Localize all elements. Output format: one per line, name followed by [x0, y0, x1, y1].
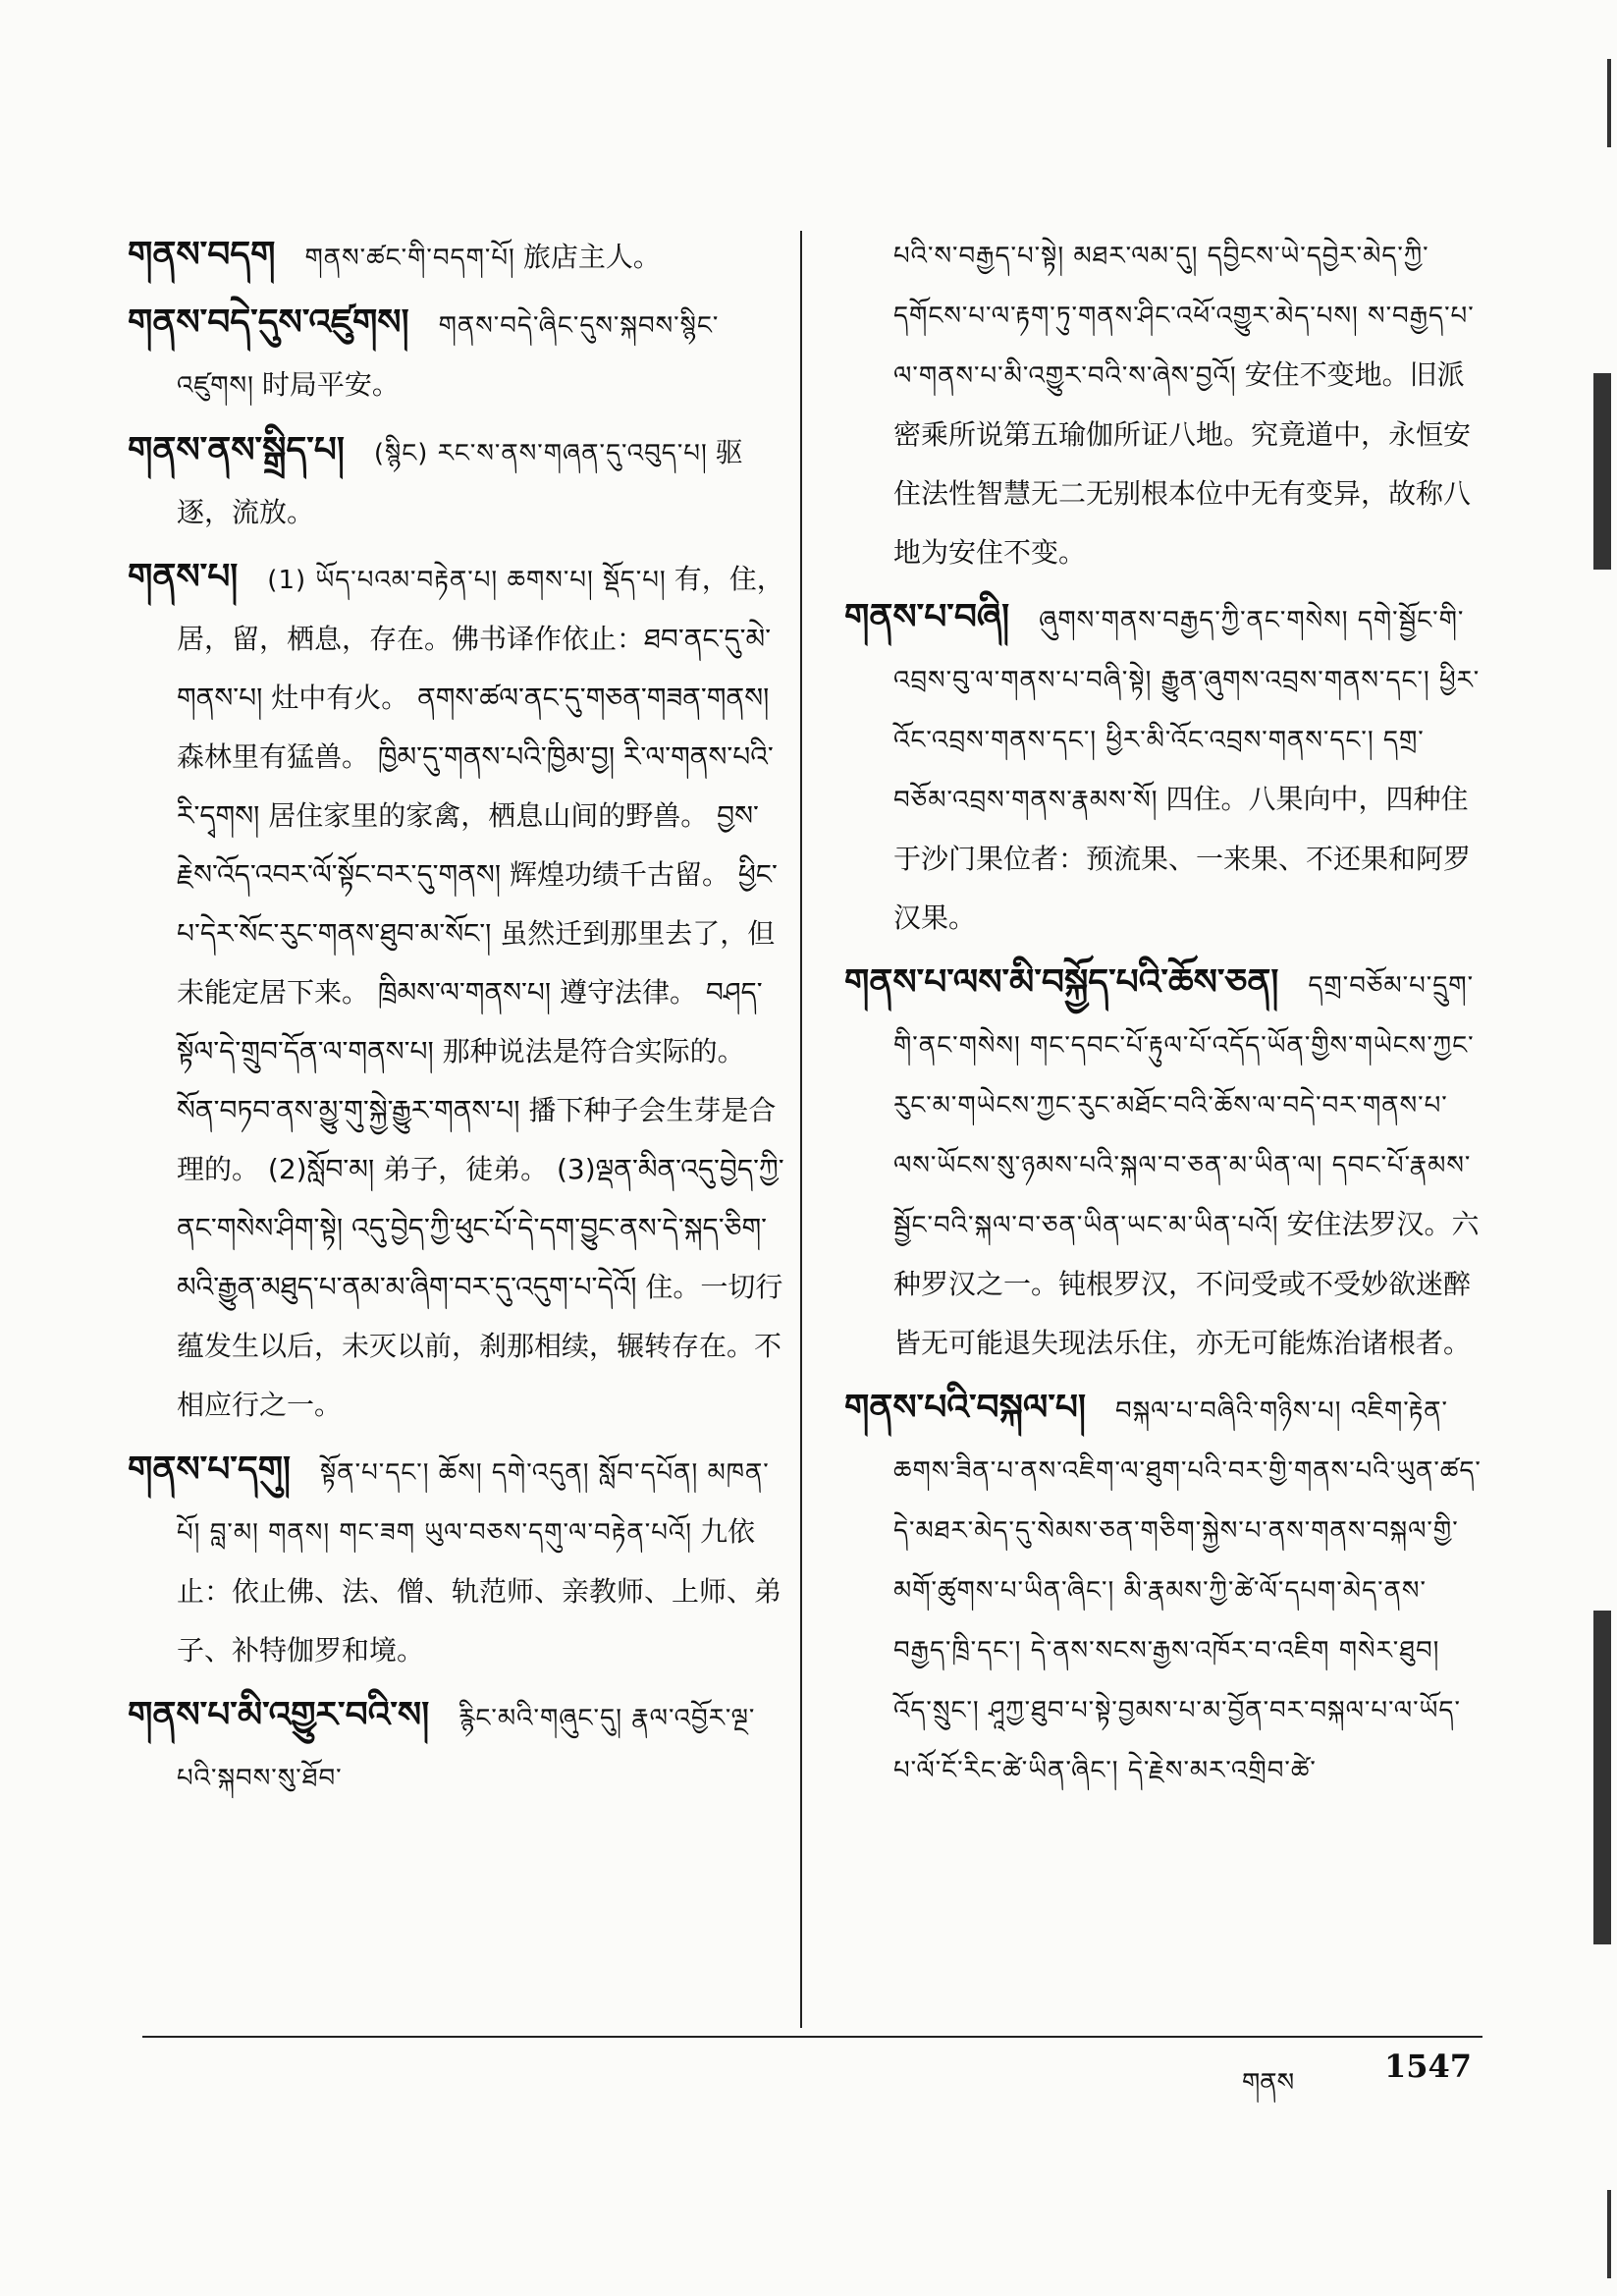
entry-tibetan-definition: གནས་ཚང་གི་བདག་པོ།	[304, 244, 515, 273]
dictionary-entry	[128, 294, 785, 415]
footer-rule	[142, 2036, 1482, 2038]
entry-tibetan-definition: པའི་ས་བརྒྱད་པ་སྟེ། མཐར་ལམ་དུ། དབྱིངས་ཡེ་དབྱེར་མེད་ཀྱི་དགོངས་པ་ལ་རྟག་ཏུ་གནས་ཤིང་འཕོ་འགྱུར་མེད་པས། ས་བརྒྱད་པ་ལ་གནས་པ་མི་འགྱུར་བའི་ས་ཞེས་བྱའོ།	[893, 242, 1475, 391]
entry-headword: གནས་པའི་བསྐལ་པ།	[844, 1388, 1086, 1428]
entry-headword: གནས་པ་དགུ།	[128, 1449, 292, 1490]
left-column	[128, 226, 785, 2033]
entry-chinese-definition: 驱逐，流放。	[177, 436, 743, 528]
entry-tibetan-definition: (1) ཡོད་པའམ་བརྟེན་པ། ཆགས་པ། སྡོད་པ།	[267, 566, 667, 595]
dictionary-entry	[844, 954, 1482, 1373]
entry-chinese-definition: 安住法罗汉。六种罗汉之一。钝根罗汉，不问受或不受妙欲迷醉皆无可能退失现法乐住，亦无可能炼治诸根者。	[893, 1208, 1480, 1359]
entry-tibetan-definition: དགྲ་བཅོམ་པ་དྲུག་གི་ནང་གསེས། གང་དབང་པོ་རྟུལ་པོ་འདོད་ཡོན་གྱིས་གཡེངས་ཀྱང་རུང་མ་གཡེངས་ཀྱང་རུང་མཐོང་བའི་ཆོས་ལ་བདེ་བར་གནས་པ་ལས་ཡོངས་སུ་ཉམས་པའི་སྐལ་བ་ཅན་མ་ཡིན་ལ། དབང་པོ་རྣམས་སྦྱོང་བའི་སྐལ་བ་ཅན་ཡིན་ཡང་མ་ཡིན་པའོ།	[893, 971, 1475, 1240]
dictionary-entry	[844, 588, 1482, 948]
entry-headword: གནས་པ་མི་འགྱུར་བའི་ས།	[128, 1695, 430, 1735]
entry-headword: གནས་པ་བཞི།	[844, 597, 1010, 637]
entry-headword: གནས་བདག	[128, 235, 276, 275]
entry-chinese-definition: 安住不变地。旧派密乘所说第五瑜伽所证八地。究竟道中，永恒安住法性智慧无二无别根本位中无有变异，故称八地为安住不变。	[893, 358, 1472, 569]
dictionary-entry	[128, 1441, 785, 1680]
dictionary-entry	[844, 1379, 1482, 1800]
entry-chinese-definition: 九依止：依止佛、法、僧、轨范师、亲教师、上师、弟子、补特伽罗和境。	[177, 1515, 782, 1667]
entry-tibetan-definition: རྙིང་མའི་གཞུང་དུ། རྣལ་འབྱོར་ལྔ་པའི་སྐབས་སུ་ཐོབ་	[177, 1704, 756, 1793]
entry-chinese-definition: 四住。八果向中，四种住于沙门果位者：预流果、一来果、不还果和阿罗汉果。	[893, 783, 1472, 934]
entry-headword: གནས་བདེ་དུས་འཛུགས།	[128, 302, 409, 343]
entry-chinese-definition: 旅店主人。	[522, 241, 661, 273]
entry-headword: གནས་ནས་སྒྲིད་པ།	[128, 430, 345, 470]
dictionary-entry	[128, 226, 785, 288]
page-number: 1547	[1384, 2048, 1473, 2085]
scan-margin-marks	[1588, 0, 1617, 2296]
column-divider	[800, 231, 802, 2028]
right-column	[844, 226, 1482, 2033]
dictionary-entry	[844, 226, 1482, 582]
entry-tibetan-definition: ཞུགས་གནས་བརྒྱད་ཀྱི་ནང་གསེས། དགེ་སྦྱོང་གི་འབྲས་བུ་ལ་གནས་པ་བཞི་སྟེ། རྒྱུན་ཞུགས་འབྲས་གནས་དང་། ཕྱིར་འོང་འབྲས་གནས་དང་། ཕྱིར་མི་འོང་འབྲས་གནས་དང་། དགྲ་བཅོམ་འབྲས་གནས་རྣམས་སོ།	[893, 606, 1481, 815]
entry-tibetan-definition: གནས་བདེ་ཞིང་དུས་སྐབས་སྙིང་འཛུགས།	[177, 311, 720, 401]
dictionary-entry	[128, 421, 785, 542]
entry-tibetan-definition: བསྐལ་པ་བཞིའི་གཉིས་པ། འཇིག་རྟེན་ཆགས་ཟིན་པ་ནས་འཇིག་ལ་ཐུག་པའི་བར་གྱི་གནས་པའི་ཡུན་ཚད་དེ་མཐར་མེད་དུ་སེམས་ཅན་གཅིག་སྐྱེས་པ་ནས་གནས་བསྐལ་གྱི་མགོ་ཚུགས་པ་ཡིན་ཞིང་། མི་རྣམས་ཀྱི་ཚེ་ལོ་དཔག་མེད་ནས་བརྒྱད་ཁྲི་དང་། དེ་ནས་སངས་རྒྱས་འཁོར་བ་འཇིག གསེར་ཐུབ། འོད་སྲུང་། ཤཱཀྱ་ཐུབ་པ་སྟེ་བྱམས་པ་མ་བྱོན་བར་བསྐལ་པ་ལ་ཡོད་པ་ལོ་ངོ་རིང་ཚེ་ཡིན་ཞིང་། དེ་རྗེས་མར་འགྲིབ་ཚེ་	[893, 1396, 1482, 1785]
entry-headword: གནས་པ་ལས་མི་བསྐྱོད་པའི་ཆོས་ཅན།	[844, 962, 1279, 1003]
dictionary-entry	[128, 1686, 785, 1808]
dictionary-entry	[128, 548, 785, 1435]
running-footer-word: གནས	[1242, 2068, 1295, 2098]
entry-headword: གནས་པ།	[128, 557, 239, 597]
entry-chinese-definition: 时局平安。	[261, 368, 400, 401]
entry-chinese-definition: 有，住，居，留，栖息，存在。佛书译作依止：ཐབ་ནང་དུ་མེ་གནས་པ། 灶中有火。 ནགས་ཚལ་ནང་དུ་གཅན་གཟན་གནས། 森林里有猛兽。 ཁྱིམ་དུ་གནས་པའི་ཁྱིམ་བྱ། རི་ལ་གནས་པའི་རི་དྭགས། 居住家里的家禽，栖息山间的野兽。 བྱས་རྗེས་འོད་འབར་ལོ་སྟོང་བར་དུ་གནས། 辉煌功绩千古留。 ཕྱིང་པ་དེར་སོང་རུང་གནས་ཐུབ་མ་སོང་། 虽然迁到那里去了，但未能定居下来。 ཁྲིམས་ལ་གནས་པ། 遵守法律。 བཤད་སྟོལ་དེ་གྲུབ་དོན་ལ་གནས་པ། 那种说法是符合实际的。 སོན་བཏབ་ནས་མྱུ་གུ་སྐྱེ་རྒྱུར་གནས་པ། 播下种子会生芽是合理的。 (2)སློབ་མ། 弟子，徒弟。 (3)ལྡན་མིན་འདུ་བྱེད་ཀྱི་ནང་གསེས་ཤིག་སྟེ། འདུ་བྱེད་ཀྱི་ཕུང་པོ་དེ་དག་བྱུང་ནས་དེ་སྐད་ཅིག་མའི་རྒྱུན་མཐུད་པ་ནམ་མ་ཞིག་བར་དུ་འདུག་པ་དེའོ། 住。一切行蕴发生以后，未灭以前，刹那相续，辗转存在。不相应行之一。	[177, 563, 784, 1421]
entry-tibetan-definition: སྟོན་པ་དང་། ཆོས། དགེ་འདུན། སློབ་དཔོན། མཁན་པོ། བླ་མ། གནས། གང་ཟག ཡུལ་བཅས་དགུ་ལ་བརྟེན་པའོ།	[177, 1458, 770, 1548]
entry-tibetan-definition: (སྙིང) རང་ས་ནས་གཞན་དུ་འབུད་པ།	[373, 439, 708, 468]
